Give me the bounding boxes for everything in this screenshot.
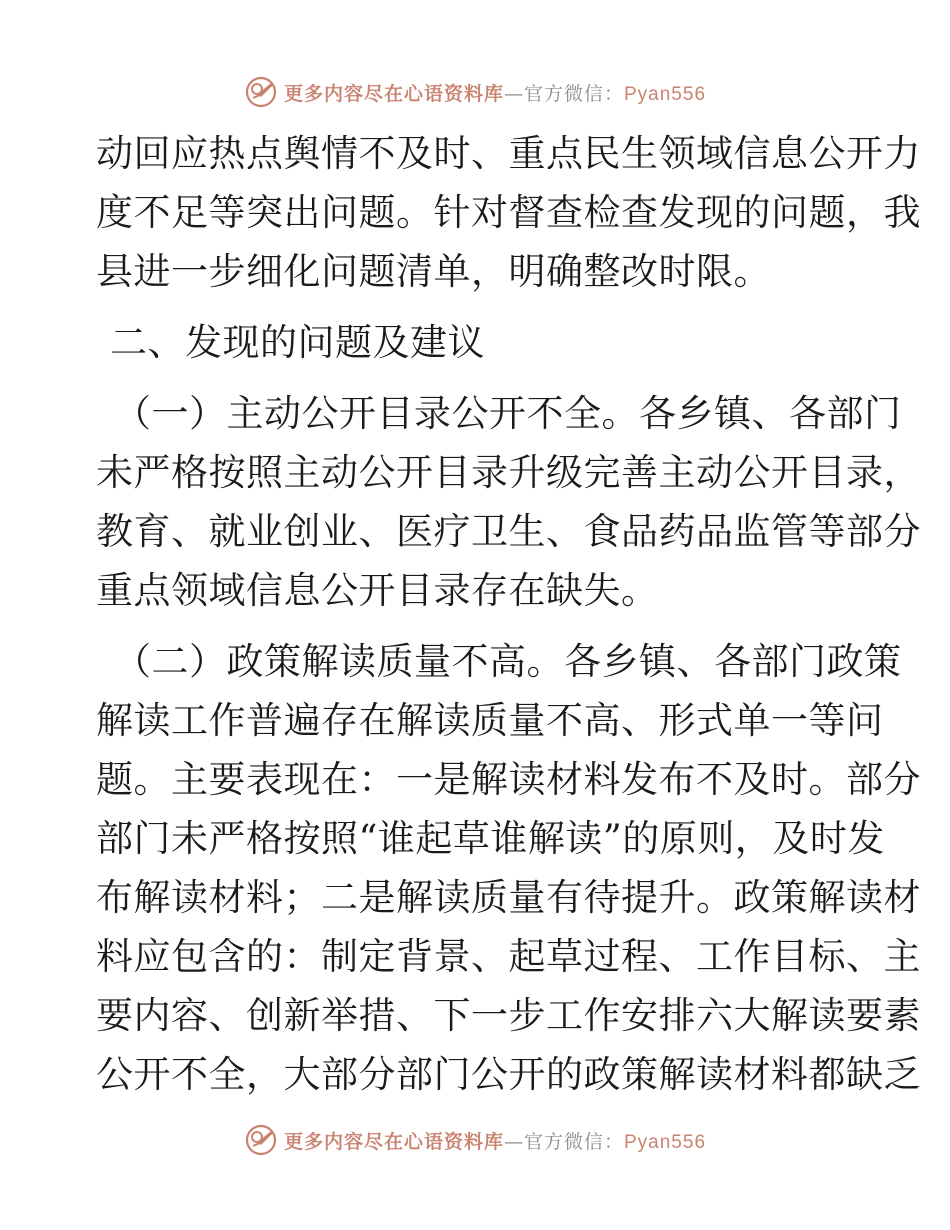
watermark-separator: —官方微信： — [503, 82, 624, 105]
watermark-site-name: 更多内容尽在心语资料库 — [283, 1130, 504, 1153]
text-line: 重点领域信息公开目录存在缺失。 — [96, 569, 659, 612]
text-line: 教育、就业创业、医疗卫生、食品药品监管等部分 — [96, 510, 921, 553]
text-line: （一）主动公开目录公开不全。各乡镇、各部门 — [114, 392, 902, 435]
text-line: 题。主要表现在：一是解读材料发布不及时。部分 — [96, 758, 921, 801]
watermark-wechat-id: Pyan556 — [624, 1131, 707, 1153]
text-line: 部门未严格按照“谁起草谁解读”的原则，及时发 — [96, 817, 885, 860]
text-line: 料应包含的：制定背景、起草过程、工作目标、主 — [96, 935, 921, 978]
header-watermark-banner — [0, 72, 950, 112]
text-line: 布解读材料；二是解读质量有待提升。政策解读材 — [96, 876, 921, 919]
section-heading — [96, 313, 856, 372]
text-line: 县进一步细化问题清单，明确整改时限。 — [96, 250, 771, 293]
text-line: 解读工作普遍存在解读质量不高、形式单一等问 — [96, 699, 884, 742]
text-line: 度不足等突出问题。针对督查检查发现的问题，我 — [96, 191, 921, 234]
paragraph-intro — [96, 124, 921, 301]
watermark-wechat-id: Pyan556 — [624, 83, 707, 105]
text-line: 动回应热点舆情不及时、重点民生领域信息公开力 — [96, 132, 921, 175]
paragraph-catalog-issue — [96, 384, 921, 620]
watermark-site-name: 更多内容尽在心语资料库 — [283, 82, 504, 105]
watermark-text — [284, 79, 706, 106]
pen-logo-icon — [244, 1123, 278, 1157]
heading-text: 二、发现的问题及建议 — [110, 321, 485, 364]
paragraph-policy-interpretation — [96, 632, 921, 1104]
text-line: 未严格按照主动公开目录升级完善主动公开目录， — [96, 451, 921, 494]
pen-logo-icon — [244, 75, 278, 109]
text-line: （二）政策解读质量不高。各乡镇、各部门政策 — [114, 640, 902, 683]
document-body — [96, 124, 921, 1104]
watermark-separator: —官方微信： — [503, 1130, 624, 1153]
text-line: 要内容、创新举措、下一步工作安排六大解读要素 — [96, 994, 921, 1037]
text-line: 公开不全，大部分部门公开的政策解读材料都缺乏 — [96, 1053, 921, 1096]
watermark-text — [284, 1127, 706, 1154]
footer-watermark-banner — [0, 1120, 950, 1160]
